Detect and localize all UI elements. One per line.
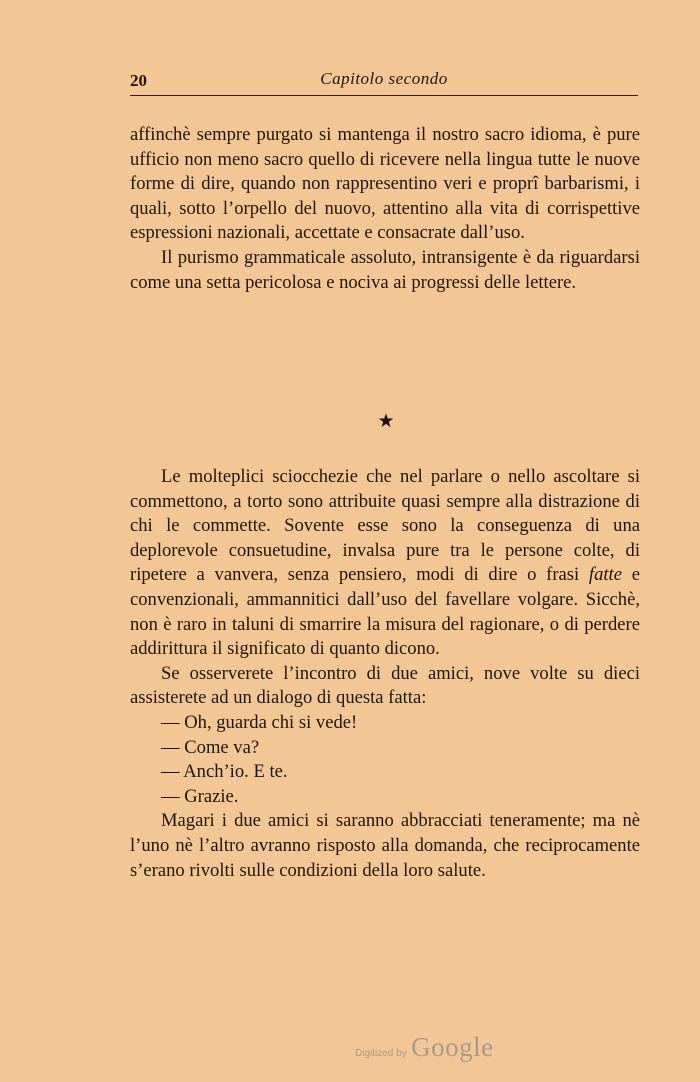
dialogue-line: — Come va?	[161, 736, 260, 758]
header-rule	[130, 95, 638, 96]
page-number: 20	[130, 71, 147, 90]
watermark-small: Digitized by	[355, 1048, 407, 1059]
paragraph-magari: Magari i due amici si saranno abbracciati teneramente; ma nè l’uno nè l’altro avranno risposto alla domanda, che reciprocamente s’erano rivolti sulle condizioni della loro salute.	[130, 810, 640, 881]
paragraph-incontro: Se osserverete l’incontro di due amici, nove volte su dieci assisterete ad un dialogo di questa fatta:	[130, 662, 640, 709]
paragraph-text: e convenzionali, ammannitici dall’uso del favellare volgare. Sicchè, non è raro in taluni di smarrire la misura del ragionare, o di perdere addirittura il significato di quanto dicono.	[130, 564, 640, 660]
paragraph-sciocchezie	[130, 465, 640, 662]
paragraph-text: Le molteplici sciocchezie che nel parlare o nello ascoltare si commettono, a torto sono attribuite quasi sempre alla distrazione di chi le commette. Sovente esse sono la conseguenza di una deplorevole consuetudine, invalsa pure tra le persone colte, di ripetere a vanvera, senza pensiero, modi di dire o frasi	[130, 466, 640, 586]
italic-word: fatte	[588, 564, 622, 586]
running-title: Capitolo secondo	[320, 69, 448, 88]
dialogue-line: — Oh, guarda chi si vede!	[161, 711, 358, 733]
google-logo: Google	[411, 1032, 494, 1062]
dialogue-line: — Grazie.	[161, 785, 239, 807]
text-block-top	[130, 123, 640, 295]
paragraph-purismo: Il purismo grammaticale assoluto, intransigente è da riguardarsi come una setta pericolosa e nociva ai progressi delle lettere.	[130, 246, 640, 293]
section-separator-star: ★	[377, 411, 395, 432]
text-block-bottom	[130, 465, 640, 883]
digitized-watermark	[355, 1032, 494, 1063]
paragraph-continuation: affinchè sempre purgato si mantenga il nostro sacro idioma, è pure ufficio non meno sacro quello di ricevere nella lingua tutte le nuove forme di dire, quando non rappresentino veri e proprî barbarismi, i quali, sotto l’orpello del nuovo, attentino alla vita di corrispettive espressioni nazionali, accettate e consacrate dall’uso.	[130, 124, 640, 244]
dialogue-line: — Anch’io. E te.	[161, 761, 288, 783]
page-header	[130, 68, 638, 92]
